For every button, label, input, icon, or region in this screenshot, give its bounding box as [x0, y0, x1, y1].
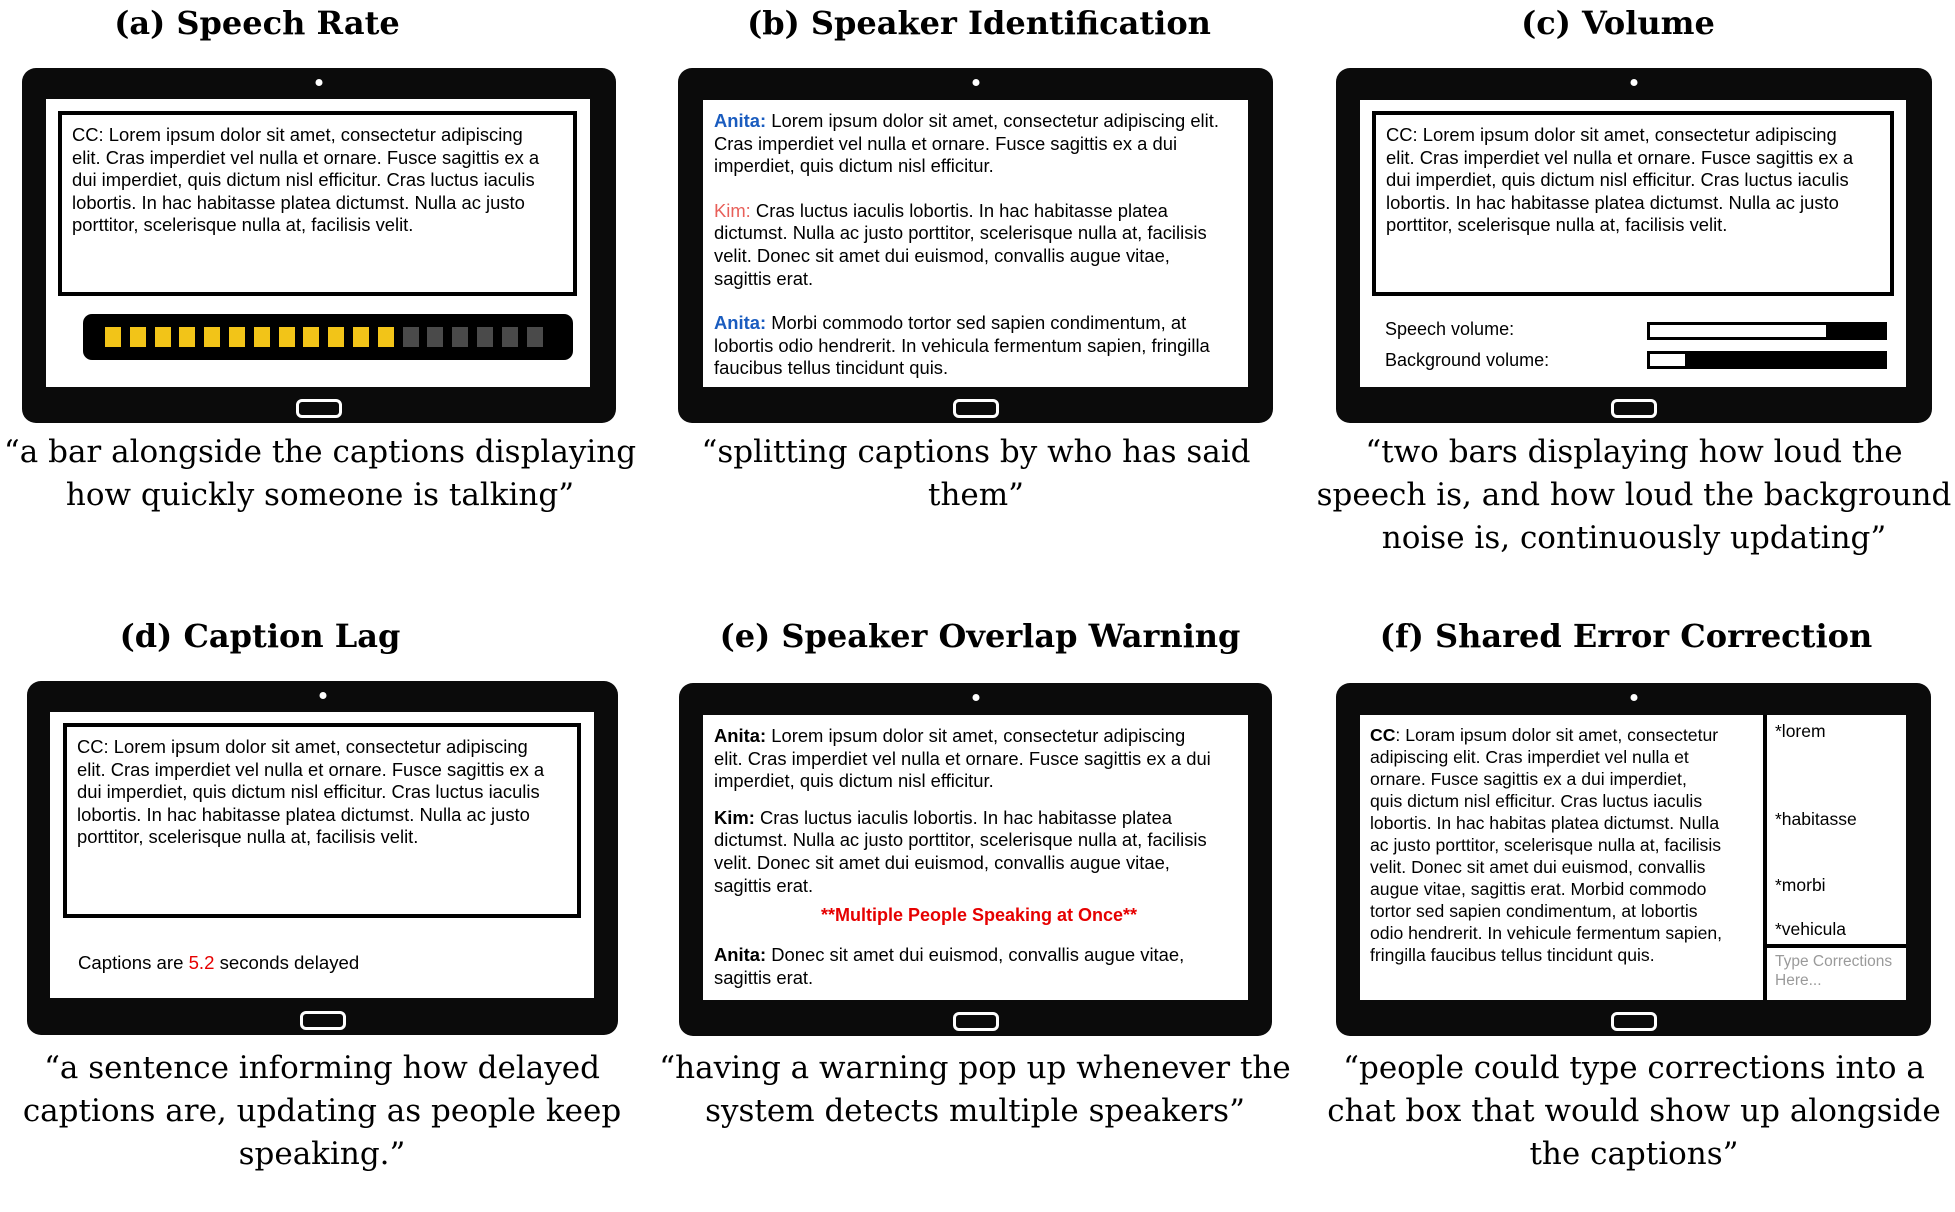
speech-rate-segment — [527, 327, 543, 347]
speech-volume-label: Speech volume: — [1385, 319, 1515, 339]
caption-box — [1372, 111, 1894, 296]
correction-input[interactable]: Type Corrections Here... — [1767, 944, 1906, 1000]
speech-rate-segment — [279, 327, 295, 347]
lag-seconds-value: 5.2 — [188, 952, 215, 973]
tablet-screen — [46, 99, 590, 387]
tablet-f — [1336, 683, 1931, 1036]
speaker-block — [714, 944, 1244, 989]
correction-item: *lorem — [1775, 721, 1826, 741]
tablet-screen — [703, 100, 1248, 387]
camera-dot — [316, 79, 323, 86]
tablet-screen — [1360, 715, 1906, 1000]
panel-b-title: (b) Speaker Identification — [747, 4, 1211, 42]
speaker-name: Kim: — [714, 199, 751, 221]
home-button[interactable] — [953, 1012, 999, 1031]
speaker-name: Anita: — [714, 725, 767, 746]
speech-rate-segment — [155, 327, 171, 347]
speaker-text: Lorem ipsum dolor sit amet, consectetur adipiscing elit. Cras imperdiet vel nulla et ornare. Fusce sagittis ex a dui imperdiet, quis dictum nisl efficitur. — [714, 725, 1211, 792]
speaker-text: Donec sit amet dui euismod, convallis augue vitae, sagittis erat. — [714, 944, 1185, 988]
background-volume-fill — [1650, 354, 1685, 366]
tablet-d — [27, 681, 618, 1035]
corrections-panel — [1763, 715, 1906, 1000]
speech-rate-segment — [477, 327, 493, 347]
speaker-text: Morbi commodo tortor sed sapien condimentum, at lobortis odio hendrerit. In vehicula fermentum sapien, fringilla faucibus tellus tincidunt quis. — [714, 312, 1210, 379]
background-volume-bar — [1647, 351, 1887, 369]
speech-rate-segment — [229, 327, 245, 347]
speaker-text: Cras luctus iaculis lobortis. In hac habitasse platea dictumst. Nulla ac justo porttitor, scelerisque nulla at, facilisis velit. Donec sit amet dui euismod, convallis augue vitae, sagittis erat. — [714, 806, 1207, 896]
camera-dot — [1630, 694, 1637, 701]
correction-item: *morbi — [1775, 875, 1826, 895]
home-button[interactable] — [1611, 1012, 1657, 1031]
speaker-name: Anita: — [714, 312, 767, 334]
correction-item: *vehicula — [1775, 919, 1847, 939]
speaker-text: Cras luctus iaculis lobortis. In hac habitasse platea dictumst. Nulla ac justo porttitor, scelerisque nulla at, facilisis velit. Donec sit amet dui euismod, convallis augue vitae, sagittis erat. — [714, 199, 1207, 289]
caption-text: CC: Lorem ipsum dolor sit amet, consectetur adipiscing elit. Cras imperdiet vel nulla et ornare. Fusce sagittis ex a dui imperdiet, quis dictum nisl efficitur. Cras luctus iaculis lobortis. In hac habitasse platea dictumst. Nulla ac justo porttitor, scelerisque nulla at, facilisis velit. — [1386, 124, 1854, 235]
panel-e-title: (e) Speaker Overlap Warning — [719, 617, 1241, 655]
tablet-c — [1336, 68, 1932, 423]
tablet-screen — [1360, 100, 1906, 387]
cc-label: CC — [1370, 725, 1396, 745]
speaker-block — [714, 200, 1244, 290]
caption-text: : Loram ipsum dolor sit amet, consectetur adipiscing elit. Cras imperdiet vel nulla et ornare. Fusce sagittis ex a dui imperdiet, quis dictum nisl efficitur. Cras luctus iaculis lobortis. In hac habitas platea dictumst. Nulla ac justo porttitor, scelerisque nulla at, facilisis velit. Donec sit amet dui euismod, convallis augue vitae, sagittis erat. Morbid commodo tortor sed sapien condimentum, at lobortis odio hendrerit. In vehicule fermentum sapien, fringilla faucibus tellus tincidunt quis. — [1370, 725, 1723, 965]
speech-rate-segment — [378, 327, 394, 347]
speech-rate-segment — [328, 327, 344, 347]
home-button[interactable] — [296, 399, 342, 418]
overlap-warning: **Multiple People Speaking at Once** — [820, 905, 1138, 926]
home-button[interactable] — [953, 399, 999, 418]
caption-text: CC: Lorem ipsum dolor sit amet, consectetur adipiscing elit. Cras imperdiet vel nulla et ornare. Fusce sagittis ex a dui imperdiet, quis dictum nisl efficitur. Cras luctus iaculis lobortis. In hac habitasse platea dictumst. Nulla ac justo porttitor, scelerisque nulla at, facilisis velit. — [72, 124, 540, 235]
speech-rate-segment — [254, 327, 270, 347]
speech-volume-fill — [1650, 325, 1826, 337]
speaker-name: Anita: — [714, 110, 767, 131]
panel-d-quote: “a sentence informing how delayed captions are, updating as people keep speaking.” — [22, 1050, 622, 1172]
speech-volume-bar — [1647, 322, 1887, 340]
speech-rate-segment — [353, 327, 369, 347]
correction-item: *habitasse — [1775, 809, 1857, 829]
speech-rate-segment — [130, 327, 146, 347]
speech-rate-segment — [403, 327, 419, 347]
panel-a-quote: “a bar alongside the captions displaying how quickly someone is talking” — [3, 434, 637, 513]
panel-f-title: (f) Shared Error Correction — [1379, 617, 1873, 655]
home-button[interactable] — [1611, 399, 1657, 418]
panel-c-title: (c) Volume — [1521, 4, 1715, 42]
camera-dot — [1631, 79, 1638, 86]
speech-rate-segment — [427, 327, 443, 347]
tablet-screen — [50, 712, 594, 998]
home-button[interactable] — [300, 1011, 346, 1030]
speaker-block — [714, 807, 1244, 897]
speech-rate-segment — [502, 327, 518, 347]
speech-rate-meter — [83, 314, 573, 360]
speech-rate-segment — [452, 327, 468, 347]
caption-box — [63, 723, 581, 918]
speaker-block — [714, 110, 1244, 178]
caption-lag-line — [78, 952, 359, 974]
camera-dot — [319, 692, 326, 699]
panel-b-quote: “splitting captions by who has said them” — [701, 434, 1251, 513]
panel-a-title: (a) Speech Rate — [114, 4, 400, 42]
tablet-b — [678, 68, 1273, 423]
panel-d-title: (d) Caption Lag — [119, 617, 401, 655]
lag-prefix: Captions are — [78, 952, 189, 973]
tablet-screen — [703, 715, 1248, 1000]
speaker-captions — [714, 725, 1244, 1011]
panel-e-quote: “having a warning pop up whenever the system detects multiple speakers” — [659, 1050, 1291, 1129]
caption-text: CC: Lorem ipsum dolor sit amet, consectetur adipiscing elit. Cras imperdiet vel nulla et ornare. Fusce sagittis ex a dui imperdiet, quis dictum nisl efficitur. Cras luctus iaculis lobortis. In hac habitasse platea dictumst. Nulla ac justo porttitor, scelerisque nulla at, facilisis velit. — [77, 736, 545, 847]
speaker-block — [714, 312, 1244, 380]
camera-dot — [972, 694, 979, 701]
panel-c-quote: “two bars displaying how loud the speech is, and how loud the background noise is, continuously updating” — [1316, 434, 1952, 556]
speech-rate-segment — [303, 327, 319, 347]
speaker-text: Lorem ipsum dolor sit amet, consectetur adipiscing elit. Cras imperdiet vel nulla et ornare. Fusce sagittis ex a dui imperdiet, quis dictum nisl efficitur. — [714, 110, 1219, 177]
camera-dot — [972, 79, 979, 86]
lag-suffix: seconds delayed — [214, 952, 360, 973]
background-volume-label: Background volume: — [1385, 350, 1550, 370]
speaker-block — [714, 725, 1244, 793]
speaker-name: Kim: — [714, 806, 755, 828]
speech-rate-segment — [105, 327, 121, 347]
speaker-name: Anita: — [714, 944, 767, 966]
panel-f-quote: “people could type corrections into a chat box that would show up alongside the captions” — [1327, 1050, 1941, 1172]
speech-rate-segment — [204, 327, 220, 347]
tablet-a — [22, 68, 616, 423]
tablet-e — [679, 683, 1272, 1036]
speaker-captions — [714, 110, 1244, 402]
speech-rate-segment — [179, 327, 195, 347]
caption-box — [58, 111, 577, 296]
caption-area — [1370, 724, 1760, 966]
